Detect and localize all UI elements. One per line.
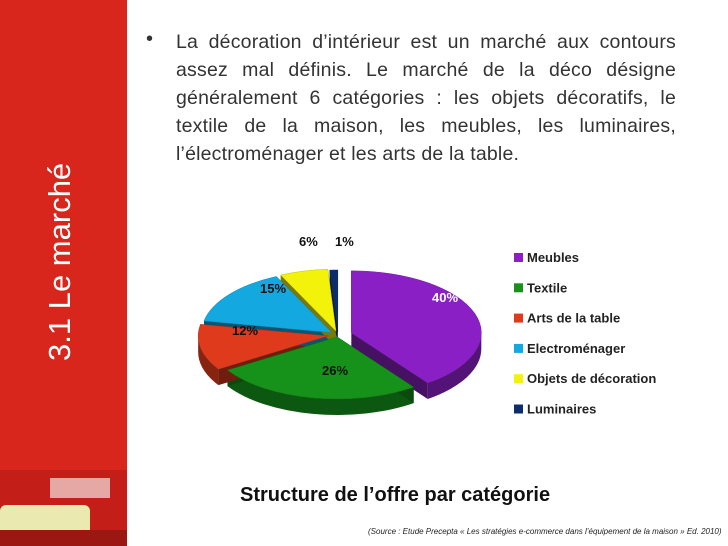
legend-label-0: Meubles <box>527 250 580 265</box>
section-title: 3.1 Le marché <box>42 162 77 361</box>
legend-swatch-1 <box>514 283 523 292</box>
intro-paragraph: La décoration d’intérieur est un marché aux contours assez mal définis. Le marché de la déco désigne généralement 6 catégories : les objets décoratifs, le textile de la maison, les meubles, les luminaires, l’électroménager et les arts de la table. <box>176 31 676 165</box>
chart-legend <box>514 250 656 417</box>
legend-swatch-3 <box>514 344 523 353</box>
legend-label-2: Arts de la table <box>527 310 621 326</box>
data-label-0: 40% <box>432 290 459 305</box>
data-label-2: 12% <box>232 323 259 338</box>
data-label-1: 26% <box>322 363 349 378</box>
source-note: (Source : Etude Precepta « Les stratégies e-commerce dans l’équipement de la maison » Ed. 2010) <box>368 527 722 536</box>
legend-swatch-0 <box>514 253 523 262</box>
legend-label-4: Objets de décoration <box>527 371 657 387</box>
legend-swatch-4 <box>514 374 523 383</box>
data-label-4: 6% <box>299 234 318 249</box>
pie-slices <box>198 234 481 415</box>
legend-swatch-2 <box>514 314 523 323</box>
data-label-5: 1% <box>335 234 354 249</box>
legend-label-3: Electroménager <box>527 340 626 356</box>
chart-title: Structure de l’offre par catégorie <box>240 484 551 506</box>
legend-label-5: Luminaires <box>527 401 597 417</box>
legend-swatch-5 <box>514 405 523 414</box>
data-label-3: 15% <box>260 281 287 296</box>
legend-label-1: Textile <box>527 280 568 296</box>
bullet-marker: • <box>146 28 154 50</box>
